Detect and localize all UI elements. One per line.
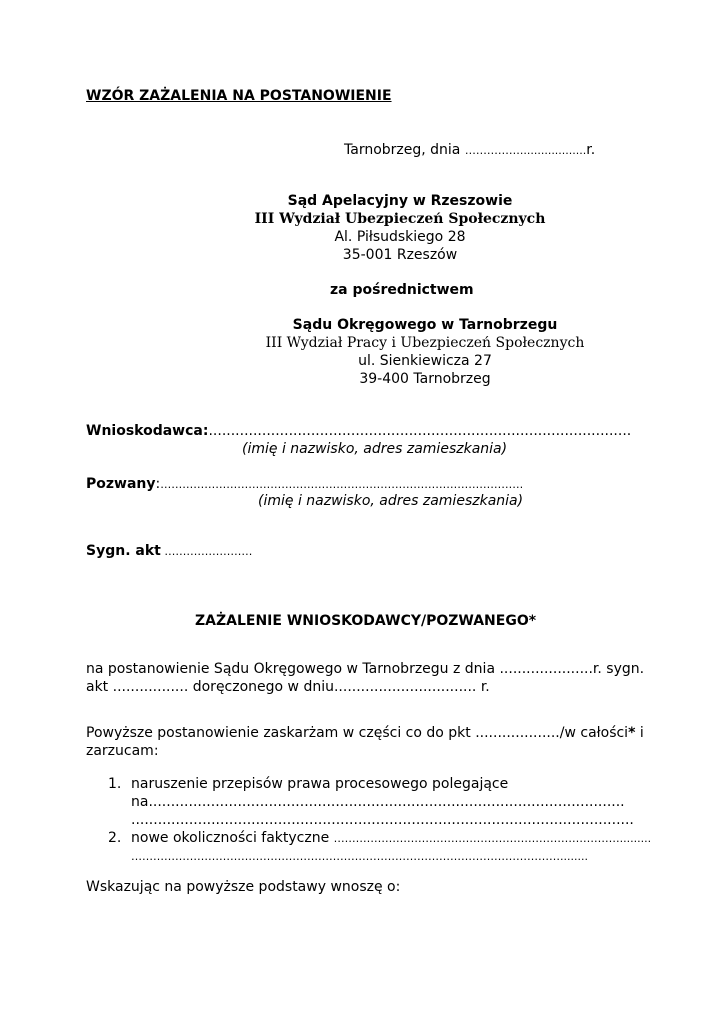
court-street: Al. Piłsudskiego 28 <box>334 229 466 245</box>
applicant-hint: (imię i nazwisko, adres zamieszkania) <box>242 441 508 457</box>
intermediary-division: III Wydział Pracy i Ubezpieczeń Społecznych <box>265 335 585 351</box>
case-number-dots: …………………… <box>160 545 253 558</box>
list-item-text <box>131 829 651 848</box>
intermediary-label: za pośrednictwem <box>330 282 474 298</box>
list-item-text: na........................................................................................................... <box>131 794 625 810</box>
paragraph2-text: Powyższe postanowienie zaskarżam w części co do pkt .................../w całości <box>86 725 629 741</box>
case-number-line <box>86 542 252 561</box>
list-item-dots: ……………………………………………………………………......... <box>333 832 652 845</box>
list-item-text: naruszenie przepisów prawa procesowego polegające <box>131 776 509 792</box>
paragraph2-line1 <box>86 724 644 742</box>
place-date-prefix: Tarnobrzeg, dnia <box>344 142 465 158</box>
paragraph2-line2: zarzucam: <box>86 743 159 759</box>
intermediary-city: 39-400 Tarnobrzeg <box>359 371 491 387</box>
defendant-colon: : <box>155 476 161 492</box>
paragraph1-line2: akt ................. doręczonego w dniu................................ r. <box>86 679 490 695</box>
case-number-label: Sygn. akt <box>86 543 161 559</box>
intermediary-address <box>240 316 610 388</box>
footnote-star: * <box>628 725 636 741</box>
defendant-hint: (imię i nazwisko, adres zamieszkania) <box>258 493 524 509</box>
court-city: 35-001 Rzeszów <box>342 247 458 263</box>
paragraph1-line1: na postanowienie Sądu Okręgowego w Tarnobrzegu z dnia .....................r. sygn. <box>86 661 645 677</box>
list-item-number: 1. <box>108 776 122 792</box>
date-suffix: r. <box>586 142 596 158</box>
list-item-number: 2. <box>108 830 122 846</box>
applicant-dots: ............................................................................................... <box>208 423 632 439</box>
applicant-line <box>86 422 631 440</box>
intermediary-name: Sądu Okręgowego w Tarnobrzegu <box>292 317 558 333</box>
list-item-text: ................................................................................................................. <box>131 812 634 828</box>
defendant-label: Pozwany <box>86 476 156 492</box>
court-division: III Wydział Ubezpieczeń Społecznych <box>254 211 546 227</box>
court-name: Sąd Apelacyjny w Rzeszowie <box>287 193 513 209</box>
applicant-label: Wnioskodawca: <box>86 423 209 439</box>
paragraph2-end: i <box>635 725 644 741</box>
list-item-label: nowe okoliczności faktyczne <box>131 830 334 846</box>
complaint-heading: ZAŻALENIE WNIOSKODAWCY/POZWANEGO* <box>195 613 537 629</box>
place-date-line <box>344 141 595 160</box>
closing-text: Wskazując na powyższe podstawy wnoszę o: <box>86 879 401 895</box>
list-item-text: ………………………………………………………………………………………………………........ <box>131 850 588 863</box>
intermediary-street: ul. Sienkiewicza 27 <box>358 353 492 369</box>
defendant-dots: ……………………………………………………………………………………… <box>160 478 524 491</box>
date-dots: ……………................... <box>464 144 587 157</box>
document-title: WZÓR ZAŻALENIA NA POSTANOWIENIE <box>86 88 392 104</box>
court-address <box>230 192 570 264</box>
